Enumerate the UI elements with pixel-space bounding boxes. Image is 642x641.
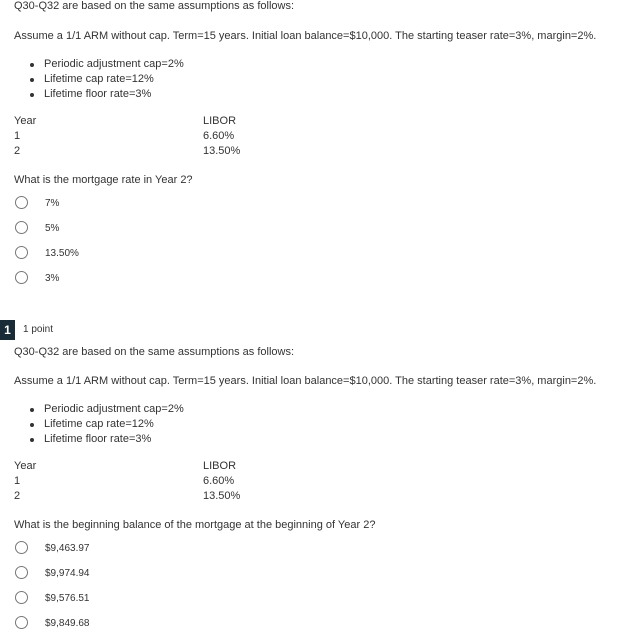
table-cell-year: 2 bbox=[14, 145, 21, 157]
question-points: 1 point bbox=[23, 324, 54, 335]
table-cell-year: 1 bbox=[14, 475, 21, 487]
table-cell-libor: 13.50% bbox=[203, 145, 241, 157]
table-cell-year: 1 bbox=[14, 130, 21, 142]
table-header-year: Year bbox=[14, 115, 37, 127]
radio-button[interactable] bbox=[15, 566, 28, 579]
assumption-list bbox=[28, 57, 184, 102]
option-label[interactable]: $9,974.94 bbox=[45, 568, 90, 579]
question-block-2 bbox=[0, 320, 642, 629]
radio-button[interactable] bbox=[15, 541, 28, 554]
question-number-badge: 1 bbox=[0, 320, 15, 340]
table-cell-libor: 6.60% bbox=[203, 475, 235, 487]
question-header bbox=[0, 320, 642, 340]
list-item: Periodic adjustment cap=2% bbox=[28, 402, 184, 417]
list-item: Lifetime floor rate=3% bbox=[28, 432, 184, 447]
table-header-year: Year bbox=[14, 460, 37, 472]
radio-button[interactable] bbox=[15, 616, 28, 629]
question-intro: Q30-Q32 are based on the same assumptions as follows: bbox=[14, 346, 295, 358]
assumption-text: Assume a 1/1 ARM without cap. Term=15 years. Initial loan balance=$10,000. The starting teaser rate=3%, margin=2%. bbox=[14, 375, 597, 387]
table-header-libor: LIBOR bbox=[203, 115, 237, 127]
radio-button[interactable] bbox=[15, 196, 28, 209]
radio-button[interactable] bbox=[15, 246, 28, 259]
radio-button[interactable] bbox=[15, 591, 28, 604]
question-prompt: What is the mortgage rate in Year 2? bbox=[14, 174, 193, 186]
radio-button[interactable] bbox=[15, 271, 28, 284]
list-item: Periodic adjustment cap=2% bbox=[28, 57, 184, 72]
option-label[interactable]: 7% bbox=[45, 198, 60, 209]
list-item: Lifetime cap rate=12% bbox=[28, 417, 184, 432]
radio-button[interactable] bbox=[15, 221, 28, 234]
assumption-text: Assume a 1/1 ARM without cap. Term=15 years. Initial loan balance=$10,000. The starting teaser rate=3%, margin=2%. bbox=[14, 30, 597, 42]
option-label[interactable]: $9,849.68 bbox=[45, 618, 90, 629]
question-intro: Q30-Q32 are based on the same assumptions as follows: bbox=[14, 0, 295, 12]
table-cell-year: 2 bbox=[14, 490, 21, 502]
list-item: Lifetime floor rate=3% bbox=[28, 87, 184, 102]
option-label[interactable]: $9,463.97 bbox=[45, 543, 90, 554]
table-header-libor: LIBOR bbox=[203, 460, 237, 472]
option-label[interactable]: $9,576.51 bbox=[45, 593, 90, 604]
table-cell-libor: 6.60% bbox=[203, 130, 235, 142]
question-prompt: What is the beginning balance of the mortgage at the beginning of Year 2? bbox=[14, 519, 376, 531]
table-cell-libor: 13.50% bbox=[203, 490, 241, 502]
list-item: Lifetime cap rate=12% bbox=[28, 72, 184, 87]
option-label[interactable]: 13.50% bbox=[45, 248, 79, 259]
option-label[interactable]: 3% bbox=[45, 273, 60, 284]
option-label[interactable]: 5% bbox=[45, 223, 60, 234]
assumption-list bbox=[28, 402, 184, 447]
